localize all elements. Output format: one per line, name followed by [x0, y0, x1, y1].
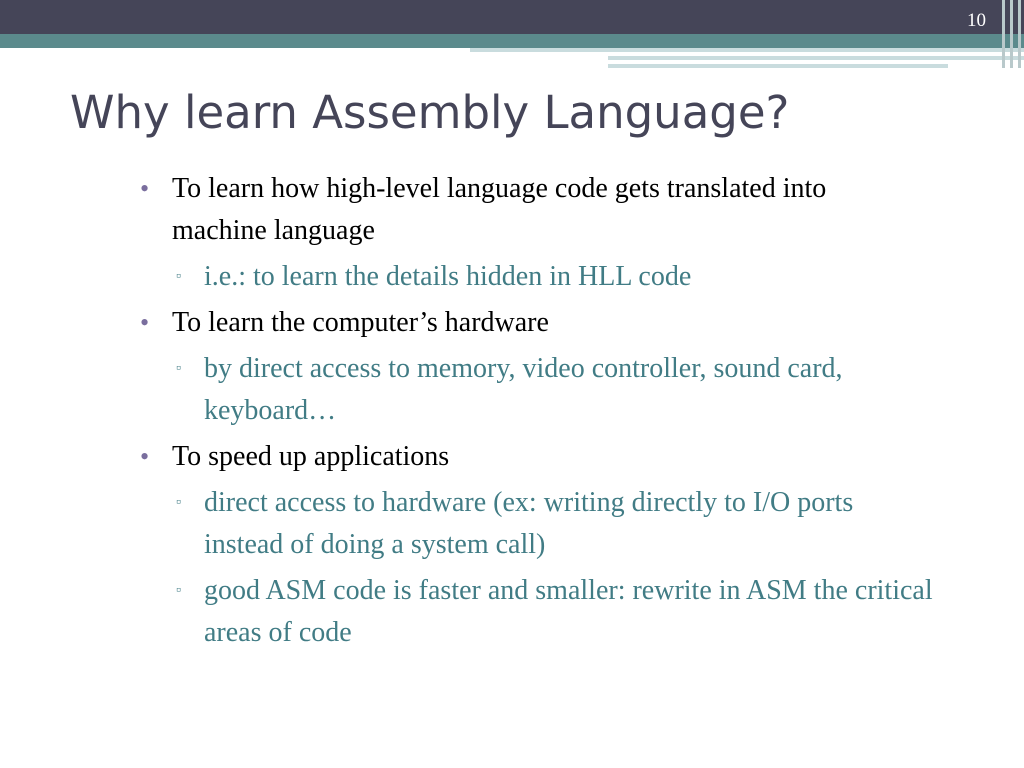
bullet-item [0, 302, 832, 344]
slide-title: Why learn Assembly Language? [70, 86, 790, 139]
sub-bullet-text: i.e.: to learn the details hidden in HLL code [204, 261, 692, 292]
sub-bullet-text: by direct access to memory, video controller, sound card, keyboard… [204, 353, 843, 426]
header-accent-band [0, 34, 1024, 48]
sub-bullet-icon: ▫ [176, 495, 181, 510]
decorative-stripe [608, 56, 1024, 60]
bullet-icon: • [140, 308, 150, 337]
sub-bullet-item [0, 348, 934, 432]
header-band [0, 0, 1024, 34]
sub-bullet-item [0, 570, 934, 654]
bullet-item [0, 168, 832, 252]
decorative-stripe [608, 64, 948, 68]
bullet-icon: • [140, 442, 150, 471]
decorative-vertical-line [1002, 0, 1005, 68]
bullet-text: To learn how high-level language code gets translated into machine language [172, 173, 827, 246]
decorative-vertical-line [1010, 0, 1013, 68]
sub-bullet-icon: ▫ [176, 269, 181, 284]
decorative-stripe [470, 48, 1024, 52]
sub-bullet-text: good ASM code is faster and smaller: rewrite in ASM the critical areas of code [204, 575, 933, 648]
slide-number: 10 [967, 10, 986, 31]
decorative-vertical-line [1018, 0, 1021, 68]
sub-bullet-icon: ▫ [176, 583, 181, 598]
bullet-text: To speed up applications [172, 441, 450, 472]
bullet-icon: • [140, 174, 150, 203]
bullet-list [0, 168, 1024, 658]
bullet-item [0, 436, 832, 478]
sub-bullet-icon: ▫ [176, 361, 181, 376]
sub-bullet-item [0, 482, 934, 566]
sub-bullet-item [0, 256, 934, 298]
bullet-text: To learn the computer’s hardware [172, 307, 549, 338]
sub-bullet-text: direct access to hardware (ex: writing directly to I/O ports instead of doing a system call) [204, 487, 854, 560]
